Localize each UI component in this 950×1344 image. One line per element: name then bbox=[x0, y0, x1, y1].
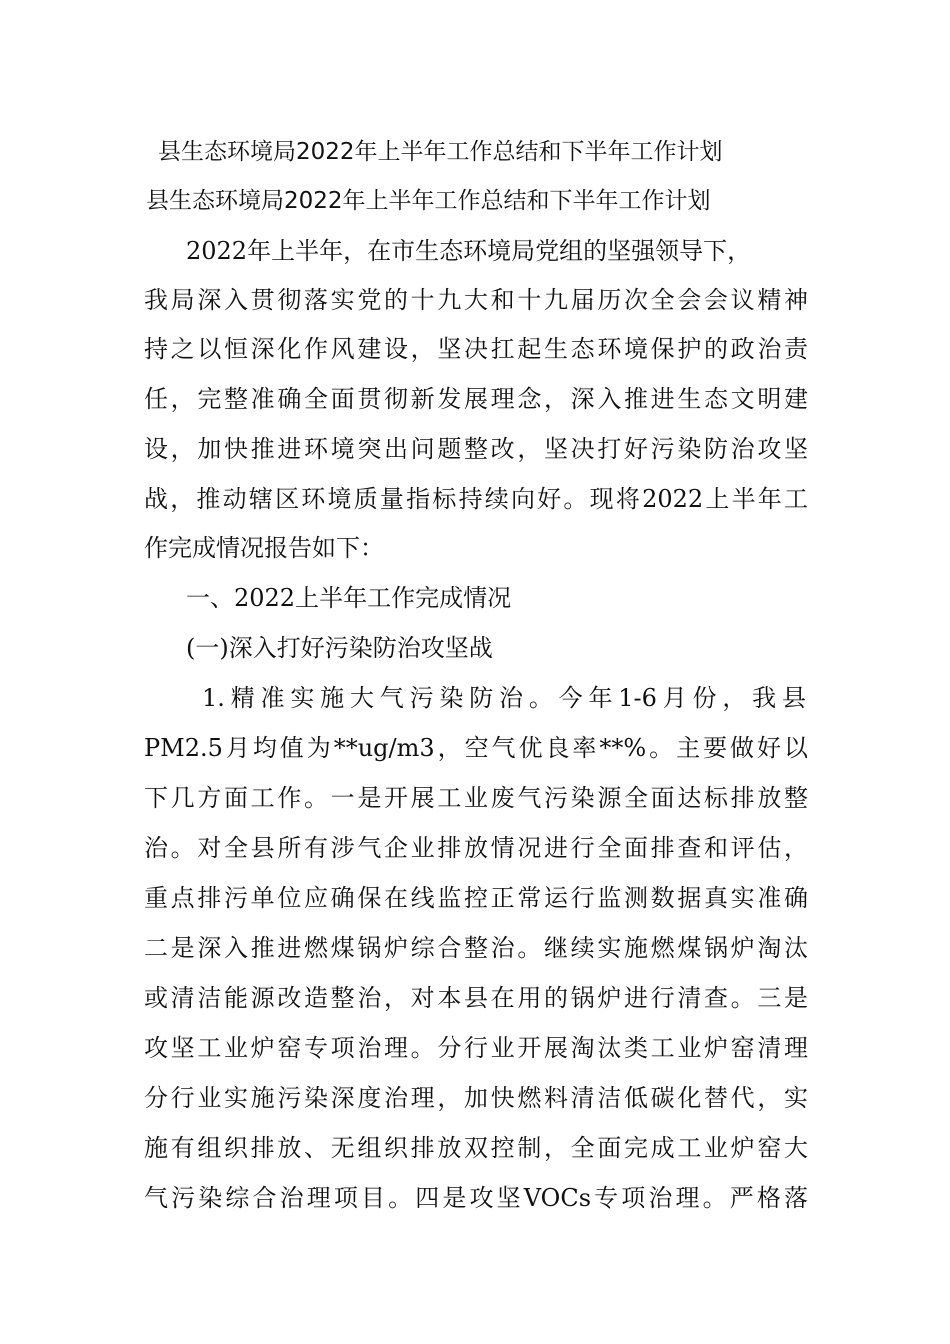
paragraph-line: 分行业实施污染深度治理，加快燃料清洁低碳化替代，实 bbox=[144, 1084, 808, 1112]
paragraph-line: PM2.5月均值为**ug/m3，空气优良率**%。主要做好以 bbox=[144, 734, 808, 762]
paragraph-line: 下几方面工作。一是开展工业废气污染源全面达标排放整 bbox=[144, 784, 808, 812]
paragraph-line: 重点排污单位应确保在线监控正常运行监测数据真实准确 bbox=[144, 884, 808, 912]
paragraph-line: 2022年上半年，在市生态环境局党组的坚强领导下， bbox=[186, 237, 752, 265]
paragraph-line: 二是深入推进燃煤锅炉综合整治。继续实施燃煤锅炉淘汰 bbox=[144, 934, 808, 962]
document-title: 县生态环境局2022年上半年工作总结和下半年工作计划 bbox=[158, 139, 723, 165]
paragraph-line: 任，完整准确全面贯彻新发展理念，深入推进生态文明建 bbox=[144, 385, 808, 413]
document-title-repeat: 县生态环境局2022年上半年工作总结和下半年工作计划 bbox=[146, 188, 711, 214]
section-heading: 一、2022上半年工作完成情况 bbox=[186, 584, 512, 612]
paragraph-line: 我局深入贯彻落实党的十九大和十九届历次全会会议精神 bbox=[144, 286, 808, 314]
paragraph-line: 战，推动辖区环境质量指标持续向好。现将2022上半年工 bbox=[144, 485, 808, 513]
paragraph-line: 1.精准实施大气污染防治。今年1-6月份，我县 bbox=[202, 684, 806, 712]
paragraph-line: 持之以恒深化作风建设，坚决扛起生态环境保护的政治责 bbox=[144, 335, 808, 363]
paragraph-line: 施有组织排放、无组织排放双控制，全面完成工业炉窑大 bbox=[144, 1134, 808, 1162]
paragraph-line: 设，加快推进环境突出问题整改，坚决打好污染防治攻坚 bbox=[144, 435, 808, 463]
paragraph-line: 治。对全县所有涉气企业排放情况进行全面排查和评估， bbox=[144, 834, 808, 862]
paragraph-line: 作完成情况报告如下： bbox=[144, 534, 384, 562]
paragraph-line: 攻坚工业炉窑专项治理。分行业开展淘汰类工业炉窑清理 bbox=[144, 1034, 808, 1062]
paragraph-line: 或清洁能源改造整治，对本县在用的锅炉进行清查。三是 bbox=[144, 984, 808, 1012]
paragraph-line: 气污染综合治理项目。四是攻坚VOCs专项治理。严格落 bbox=[144, 1184, 808, 1212]
subsection-heading: (一)深入打好污染防治攻坚战 bbox=[186, 634, 493, 662]
